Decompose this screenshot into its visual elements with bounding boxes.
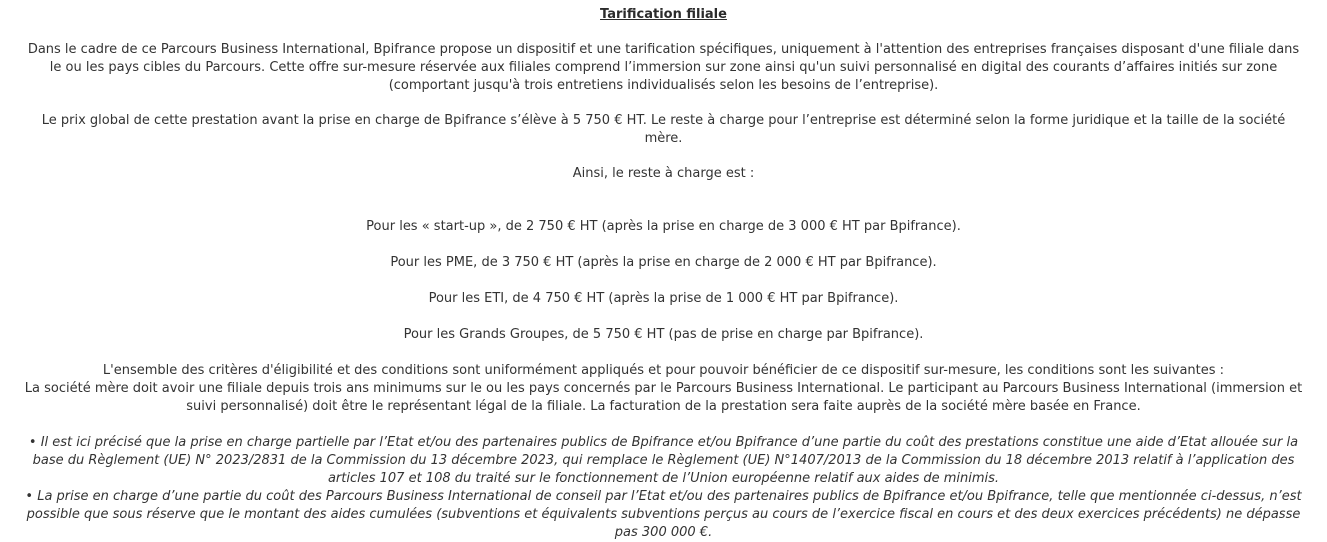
legal-note-cumulated-aid: • La prise en charge d’une partie du coût des Parcours Business International de conseil par l’Etat et/ou des partenaires publics de Bpifrance et/ou Bpifrance, telle que mentionnée ci-dessus, n’est possible que sous réserve que le montant des aides cumulées (subventions et équivalents subventions perçus au cours de l’exercice fiscal en cours et des deux exercices précédents) ne dépasse pas 300 000 €. xyxy=(25,489,1302,540)
price-paragraph: Le prix global de cette prestation avant la prise en charge de Bpifrance s’élève à 5 750 € HT. Le reste à charge pour l’entreprise est déterminé selon la forme juridique et la taille de la société mère. xyxy=(41,113,1286,146)
intro-paragraph: Dans le cadre de ce Parcours Business International, Bpifrance propose un dispositif et une tarification spécifiques, uniquement à l'attention des entreprises françaises disposant d'une filiale dans le ou les pays cibles du Parcours. Cette offre sur-mesure réservée aux filiales comprend l’immersion sur zone ainsi qu'un suivi personnalisé en digital des courants d’affaires initiés sur zone (comportant jusqu'à trois entretiens individualisés selon les besoins de l’entreprise). xyxy=(27,42,1300,93)
section-title: Tarification filiale xyxy=(600,7,727,22)
legal-note-state-aid: • Il est ici précisé que la prise en charge partielle par l’Etat et/ou des partenaires publics de Bpifrance et/ou Bpifrance d’une partie du coût des prestations constitue une aide d’Etat allouée sur la base du Règlement (UE) N° 2023/2831 de la Commission du 13 décembre 2023, qui remplace le Règlement (UE) N°1407/2013 de la Commission du 18 décembre 2013 relatif à l’application des articles 107 et 108 du traité sur le fonctionnement de l’Union européenne relatif aux aides de minimis. xyxy=(28,435,1299,486)
criteria-lead: L'ensemble des critères d'éligibilité et des conditions sont uniformément appliqués et pour pouvoir bénéficier de ce dispositif sur-mesure, les conditions sont les suivantes : xyxy=(102,363,1225,378)
tier-startup: Pour les « start-up », de 2 750 € HT (après la prise en charge de 3 000 € HT par Bpifrance). xyxy=(366,219,961,234)
remaining-cost-lead: Ainsi, le reste à charge est : xyxy=(572,166,755,181)
tier-grands-groupes: Pour les Grands Groupes, de 5 750 € HT (pas de prise en charge par Bpifrance). xyxy=(403,327,924,342)
pricing-section xyxy=(0,6,1327,542)
tier-pme: Pour les PME, de 3 750 € HT (après la prise en charge de 2 000 € HT par Bpifrance). xyxy=(390,255,937,270)
criteria-body: La société mère doit avoir une filiale depuis trois ans minimums sur le ou les pays concernés par le Parcours Business International. Le participant au Parcours Business International (immersion et suivi personnalisé) doit être le représentant légal de la filiale. La facturation de la prestation sera faite auprès de la société mère basée en France. xyxy=(24,381,1303,414)
tier-eti: Pour les ETI, de 4 750 € HT (après la prise de 1 000 € HT par Bpifrance). xyxy=(428,291,899,306)
